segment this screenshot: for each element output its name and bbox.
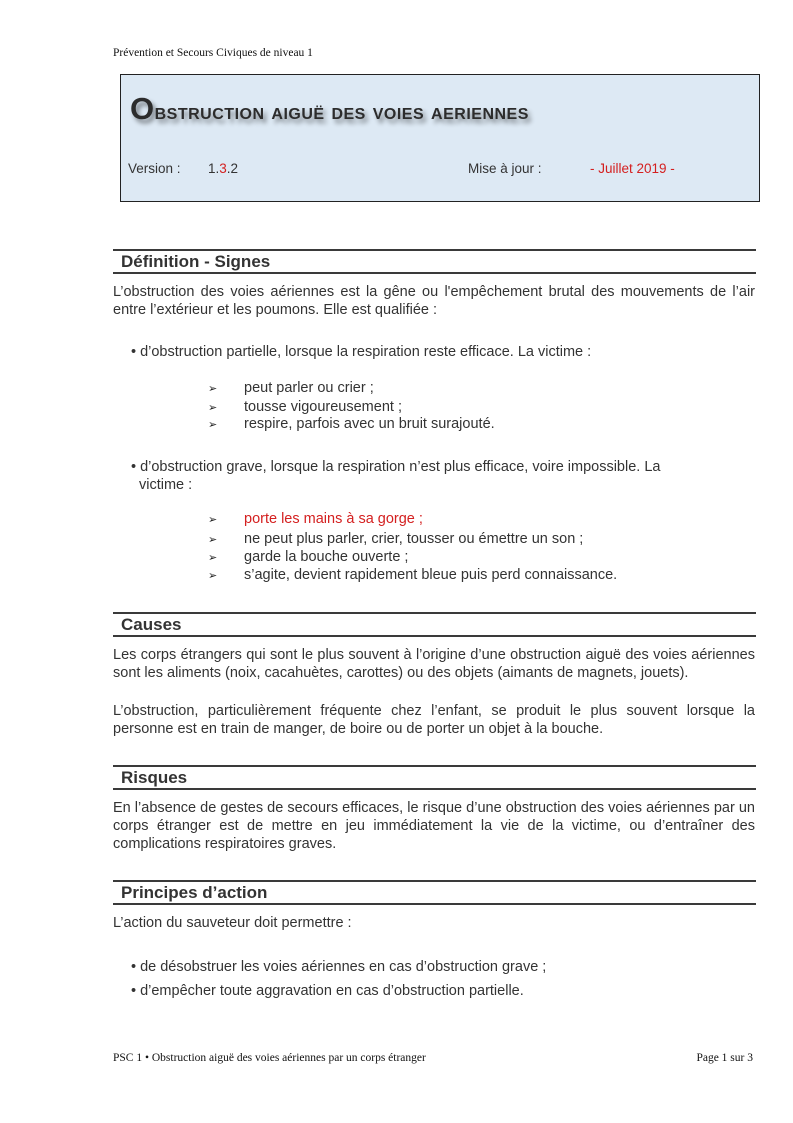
definition-intro: L’obstruction des voies aériennes est la gêne ou l'empêchement brutal des mouvements de l’air entre l’extérieur et les poumons. Elle est qualifiée :	[113, 284, 755, 318]
bullet-principe-1: • de désobstruer les voies aériennes en cas d’obstruction grave ;	[131, 959, 547, 975]
version-label: Version :	[128, 161, 181, 176]
risques-paragraph: En l’absence de gestes de secours efficaces, le risque d’une obstruction des voies aériennes par un corps étranger est de mettre en jeu immédiatement la vie de la victime, ou d’entraîner des complications respiratoires graves.	[113, 800, 755, 852]
page-number: Page 1 sur 3	[696, 1052, 753, 1064]
running-header: Prévention et Secours Civiques de niveau 1	[113, 47, 313, 59]
section-heading-definition: Définition - Signes	[113, 249, 756, 274]
list-item: ➢ respire, parfois avec un bruit surajouté.	[208, 416, 495, 432]
arrow-bullet-icon: ➢	[208, 570, 218, 582]
list-item-highlighted: ➢ porte les mains à sa gorge ;	[208, 511, 423, 527]
section-heading-causes: Causes	[113, 612, 756, 637]
list-item: ➢ ne peut plus parler, crier, tousser ou émettre un son ;	[208, 531, 584, 547]
version-value: 1.3.2	[208, 161, 239, 176]
footer-left: PSC 1 • Obstruction aiguë des voies aériennes par un corps étranger	[113, 1052, 426, 1064]
update-label: Mise à jour :	[468, 161, 542, 176]
arrow-bullet-icon: ➢	[208, 514, 218, 526]
section-heading-principes: Principes d’action	[113, 880, 756, 905]
list-item: ➢ tousse vigoureusement ;	[208, 399, 402, 415]
title-box	[120, 74, 760, 202]
update-value: - Juillet 2019 -	[590, 161, 675, 176]
page-title: Obstruction aiguë des voies aeriennes	[130, 91, 529, 126]
list-item: ➢ s’agite, devient rapidement bleue puis perd connaissance.	[208, 567, 618, 583]
principes-intro: L’action du sauveteur doit permettre :	[113, 915, 352, 931]
causes-paragraph-2: L’obstruction, particulièrement fréquente chez l’enfant, se produit le plus souvent lorsque la personne est en train de manger, de boire ou de porter un objet à la bouche.	[113, 703, 755, 737]
list-item: ➢ garde la bouche ouverte ;	[208, 549, 409, 565]
bullet-principe-2: • d’empêcher toute aggravation en cas d’obstruction partielle.	[131, 983, 524, 999]
bullet-grave-continued: victime :	[139, 477, 193, 493]
bullet-grave: • d’obstruction grave, lorsque la respiration n’est plus efficace, voire impossible. La	[131, 459, 661, 475]
list-item: ➢ peut parler ou crier ;	[208, 380, 374, 396]
arrow-bullet-icon: ➢	[208, 402, 218, 414]
arrow-bullet-icon: ➢	[208, 383, 218, 395]
arrow-bullet-icon: ➢	[208, 534, 218, 546]
arrow-bullet-icon: ➢	[208, 419, 218, 431]
section-heading-risques: Risques	[113, 765, 756, 790]
bullet-partial: • d’obstruction partielle, lorsque la respiration reste efficace. La victime :	[131, 344, 592, 360]
causes-paragraph-1: Les corps étrangers qui sont le plus souvent à l’origine d’une obstruction aiguë des voies aériennes sont les aliments (noix, cacahuètes, carottes) ou des objets (aimants de magnets, jouets).	[113, 647, 755, 681]
arrow-bullet-icon: ➢	[208, 552, 218, 564]
